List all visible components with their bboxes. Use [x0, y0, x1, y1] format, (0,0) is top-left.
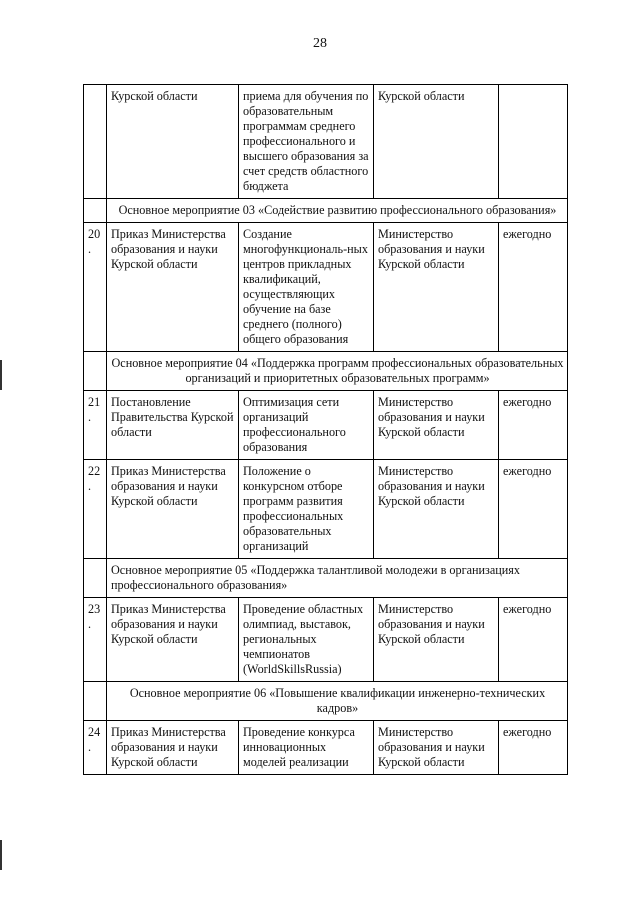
term-cell	[499, 85, 568, 199]
page-number: 28	[313, 36, 327, 51]
scan-edge-mark	[0, 840, 2, 870]
heading-number-cell	[84, 559, 107, 598]
document-cell: Приказ Министерства образования и науки Курской области	[107, 721, 239, 775]
executor-cell: Курской области	[374, 85, 499, 199]
heading-number-cell	[84, 682, 107, 721]
term-cell: ежегодно	[499, 721, 568, 775]
document-cell: Приказ Министерства образования и науки Курской области	[107, 598, 239, 682]
table-row	[84, 391, 568, 460]
term-cell: ежегодно	[499, 391, 568, 460]
executor-cell: Министерство образования и науки Курской области	[374, 460, 499, 559]
section-heading-row	[84, 559, 568, 598]
row-number: 24.	[84, 721, 107, 775]
measure-title-cell: Оптимизация сети организаций профессионального образования	[239, 391, 374, 460]
term-cell: ежегодно	[499, 223, 568, 352]
row-number: 20.	[84, 223, 107, 352]
table-row	[84, 721, 568, 775]
document-cell: Приказ Министерства образования и науки Курской области	[107, 223, 239, 352]
section-heading-row	[84, 682, 568, 721]
term-cell: ежегодно	[499, 460, 568, 559]
measure-title-cell: Положение о конкурсном отборе программ развития профессиональных образовательных организаций	[239, 460, 374, 559]
section-heading-row	[84, 352, 568, 391]
executor-cell: Министерство образования и науки Курской области	[374, 598, 499, 682]
executor-cell: Министерство образования и науки Курской области	[374, 721, 499, 775]
table-row	[84, 85, 568, 199]
executor-cell: Министерство образования и науки Курской области	[374, 391, 499, 460]
document-cell: Курской области	[107, 85, 239, 199]
row-number: 21.	[84, 391, 107, 460]
table-row	[84, 223, 568, 352]
section-heading: Основное мероприятие 05 «Поддержка талантливой молодежи в организациях профессионального образования»	[107, 559, 568, 598]
row-number: 23.	[84, 598, 107, 682]
heading-number-cell	[84, 199, 107, 223]
measure-title-cell: Проведение областных олимпиад, выставок, региональных чемпионатов (WorldSkillsRussia)	[239, 598, 374, 682]
row-number: 22.	[84, 460, 107, 559]
section-heading: Основное мероприятие 04 «Поддержка программ профессиональных образовательных организаций и приоритетных образовательных программ»	[107, 352, 568, 391]
measures-table	[83, 84, 568, 775]
scan-edge-mark	[0, 360, 2, 390]
term-cell: ежегодно	[499, 598, 568, 682]
table-row	[84, 460, 568, 559]
measure-title-cell: приема для обучения по образовательным программам среднего профессионального и высшего образования за счет средств областного бюджета	[239, 85, 374, 199]
measure-title-cell: Проведение конкурса инновационных моделей реализации	[239, 721, 374, 775]
executor-cell: Министерство образования и науки Курской области	[374, 223, 499, 352]
row-number	[84, 85, 107, 199]
section-heading-row	[84, 199, 568, 223]
section-heading: Основное мероприятие 03 «Содействие развитию профессионального образования»	[107, 199, 568, 223]
table-row	[84, 598, 568, 682]
measure-title-cell: Создание многофункциональ-ных центров прикладных квалификаций, осуществляющих обучение на базе среднего (полного) общего образования	[239, 223, 374, 352]
document-cell: Приказ Министерства образования и науки Курской области	[107, 460, 239, 559]
heading-number-cell	[84, 352, 107, 391]
document-cell: Постановление Правительства Курской области	[107, 391, 239, 460]
section-heading: Основное мероприятие 06 «Повышение квалификации инженерно-технических кадров»	[107, 682, 568, 721]
